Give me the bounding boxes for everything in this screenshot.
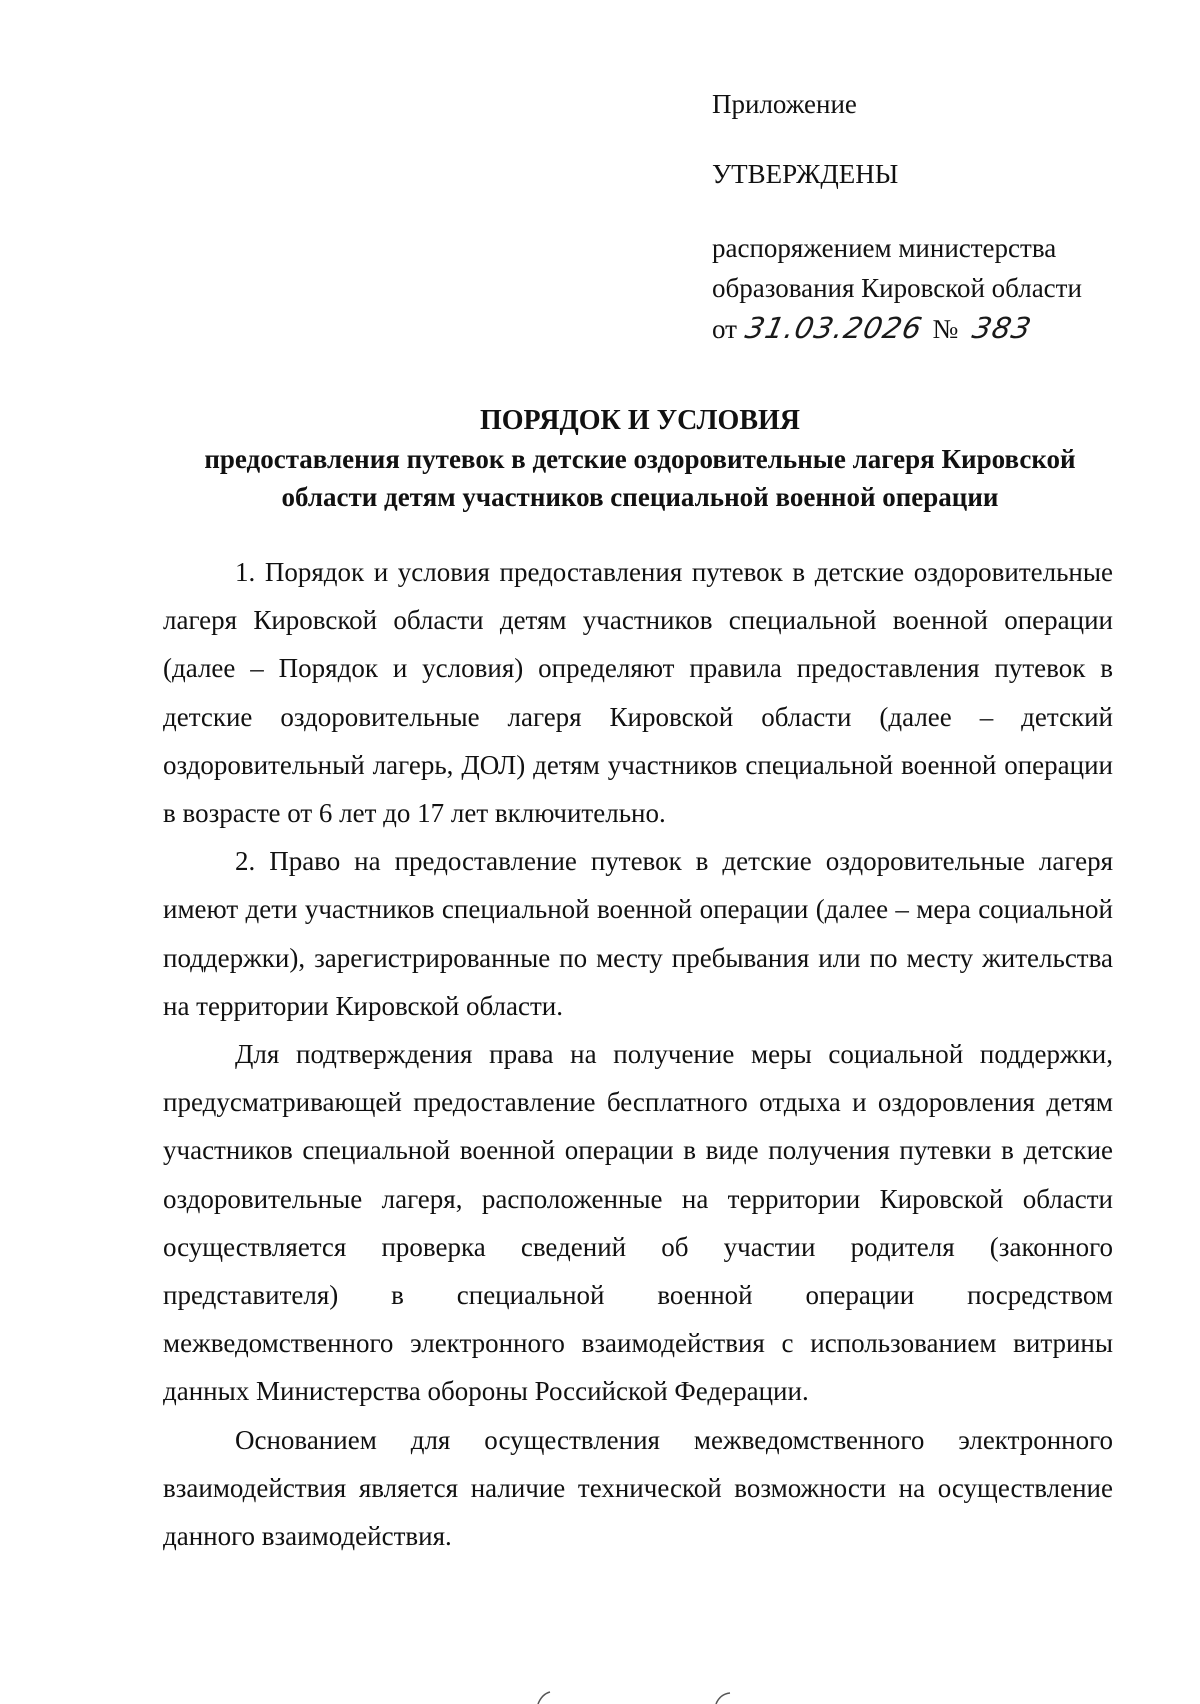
approved-by-line-2: образования Кировской области — [712, 273, 1082, 303]
appendix-label: Приложение — [712, 89, 857, 119]
approved-label: УТВЕРЖДЕНЫ — [712, 159, 899, 189]
title-sub-line-1: предоставления путевок в детские оздоровительные лагеря Кировской — [204, 444, 1076, 474]
number-label: № — [932, 314, 959, 344]
paragraph-2: 2. Право на предоставление путевок в детские оздоровительные лагеря имеют дети участников специальной военной операции (далее – мера социальной поддержки), зарегистрированные по месту пребывания или по месту жительства на территории Кировской области. — [163, 846, 1113, 1021]
title-sub-line-2: области детям участников специальной военной операции — [281, 482, 999, 512]
paragraph-3: Для подтверждения права на получение меры социальной поддержки, предусматривающей предоставление бесплатного отдыха и оздоровления детям участников специальной военной операции в виде получения путевки в детские оздоровительные лагеря, расположенные на территории Кировской области осуществляется проверка сведений об участии родителя (законного представителя) в специальной военной операции посредством межведомственного электронного взаимодействия с использованием витрины данных Министерства обороны Российской Федерации. — [163, 1039, 1113, 1407]
handwritten-date: 31.03.2026 — [742, 311, 926, 345]
handwritten-number: 383 — [969, 311, 1035, 345]
document-body — [163, 548, 1113, 1560]
date-number-line — [712, 308, 1132, 349]
paragraph-1: 1. Порядок и условия предоставления путевок в детские оздоровительные лагеря Кировской области детям участников специальной военной операции (далее – Порядок и условия) определяют правила предоставления путевок в детские оздоровительные лагеря Кировской области (далее – детский оздоровительный лагерь, ДОЛ) детям участников специальной военной операции в возрасте от 6 лет до 17 лет включительно. — [163, 557, 1113, 829]
approved-by-line-1: распоряжением министерства — [712, 233, 1057, 263]
paragraph-4: Основанием для осуществления межведомственного электронного взаимодействия является наличие технической возможности на осуществление данного взаимодействия. — [163, 1424, 1113, 1552]
title-main: ПОРЯДОК И УСЛОВИЯ — [479, 405, 800, 436]
approval-block — [712, 84, 1132, 349]
document-title — [140, 402, 1140, 516]
from-label: от — [712, 314, 737, 344]
cut-off-page-marks — [520, 1688, 760, 1704]
